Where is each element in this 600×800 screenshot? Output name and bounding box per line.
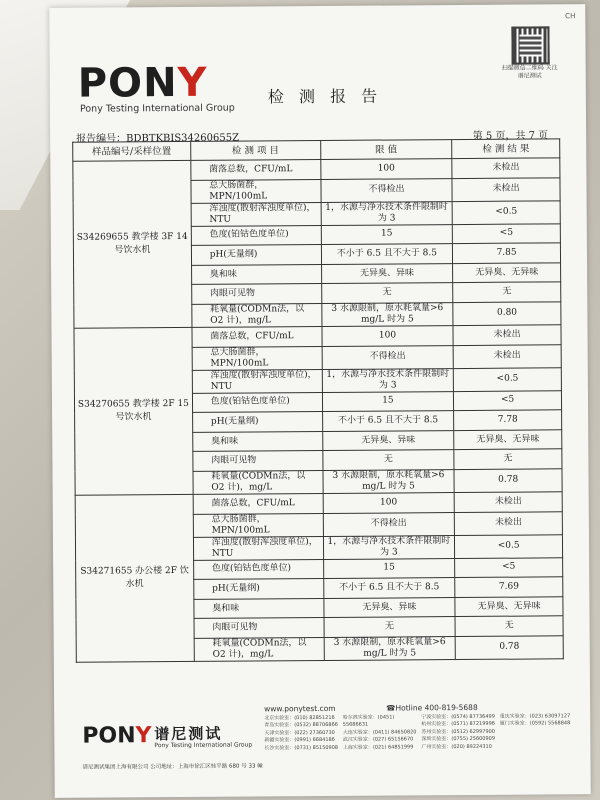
result-cell: 无异臭、无异味 <box>455 597 563 617</box>
result-cell: 未检出 <box>453 344 561 368</box>
header-item: 检 测 项 目 <box>190 140 320 160</box>
result-cell: 未检出 <box>455 511 563 535</box>
limit-cell: 不得检出 <box>323 512 455 536</box>
footer-logo: PONY <box>82 723 152 749</box>
item-cell: 色度(铂钴色度单位) <box>193 559 323 579</box>
item-cell: pH(无量纲) <box>191 245 321 265</box>
result-cell: 未检出 <box>452 177 560 201</box>
qr-caption: 扫描微信二维码 关注谱尼测试 <box>501 64 558 80</box>
report-number: 报告编号：BDBTKBIS34260655Z <box>76 132 240 145</box>
footer-brand-cn: 谱尼测试 <box>154 724 223 744</box>
limit-cell: 不小于 6.5 且不大于 8.5 <box>322 411 454 432</box>
header-result: 检 测 结 果 <box>452 139 560 159</box>
limit-cell: 3 水源限制，原水耗氧量>6 mg/L 时为 5 <box>321 303 453 327</box>
result-cell: 无 <box>454 449 562 469</box>
lab-contact: 北京实验室：(010) 82851216 <box>264 714 335 722</box>
sample-cell: S34271655 办公楼 2F 饮水机 <box>75 494 194 662</box>
lab-contact: 大连实验室：(0411) 84650820 <box>342 729 417 736</box>
result-cell: 7.78 <box>454 410 562 430</box>
item-cell: 浑浊度(散射浑浊度单位)，NTU <box>192 369 322 393</box>
lab-contact: 深圳实验室：(0755) 25600909 <box>421 736 496 743</box>
result-cell: 未检出 <box>453 325 561 345</box>
limit-cell: 1，水源与净水技术条件限制时为 3 <box>323 535 455 559</box>
company-logo: PONY <box>77 59 208 107</box>
item-cell: 浑浊度(散射浑浊度单位)，NTU <box>191 202 321 226</box>
limit-cell: 1，水源与净水技术条件限制时为 3 <box>321 201 453 225</box>
company-address: 谱尼测试集团上海有限公司 公司地址：上海市徐汇区桂平路 680 号 33 幢 <box>82 763 263 771</box>
result-cell: 未检出 <box>452 158 560 178</box>
item-cell: 臭和味 <box>194 598 324 618</box>
item-cell: 色度(铂钴色度单位) <box>192 392 322 412</box>
result-cell: 7.85 <box>453 243 561 263</box>
header-limit: 限 值 <box>320 140 452 160</box>
item-cell: 菌落总数，CFU/mL <box>191 159 321 179</box>
document-title: 检 测 报 告 <box>267 86 383 107</box>
limit-cell: 无 <box>324 617 456 638</box>
results-table <box>72 138 564 662</box>
result-cell: <5 <box>455 557 563 577</box>
lab-contact: 苏州实验室：(0512) 62997900 <box>421 728 496 736</box>
limit-cell: 15 <box>321 224 453 245</box>
report-page <box>49 4 591 798</box>
qr-code-icon <box>511 26 549 64</box>
item-cell: 总大肠菌群，MPN/100mL <box>192 346 322 370</box>
lab-contact: 长沙实验室：(0731) 85150908 <box>264 744 339 752</box>
item-cell: 肉眼可见物 <box>193 451 323 471</box>
logo-subtitle: Pony Testing International Group <box>79 102 235 115</box>
limit-cell: 不小于 6.5 且不大于 8.5 <box>321 244 453 265</box>
lab-contact: 天津实验室：(022) 27360730 <box>264 729 335 737</box>
limit-cell: 3 水源限制，原水耗氧量>6 mg/L 时为 5 <box>324 636 456 660</box>
result-cell: 0.80 <box>453 302 561 326</box>
limit-cell: 无 <box>322 450 454 471</box>
result-cell: <5 <box>453 223 561 243</box>
result-cell: 未检出 <box>454 492 562 512</box>
item-cell: 菌落总数，CFU/mL <box>192 326 322 346</box>
item-cell: 浑浊度(散射浑浊度单位)，NTU <box>193 536 323 560</box>
result-cell: 无异臭、无异味 <box>453 263 561 283</box>
lab-contact: 杭州实验室：(0571) 87219996 <box>421 721 495 728</box>
limit-cell: 15 <box>322 391 454 412</box>
website: www.ponytest.com <box>264 703 336 714</box>
item-cell: pH(无量纲) <box>192 412 322 432</box>
sample-cell: S34270655 教学楼 2F 15 号饮水机 <box>74 327 193 495</box>
item-cell: 总大肠菌群，MPN/100mL <box>191 179 321 203</box>
item-cell: 肉眼可见物 <box>191 284 321 304</box>
item-cell: 总大肠菌群，MPN/100mL <box>193 513 323 537</box>
limit-cell: 无异臭、异味 <box>321 263 453 284</box>
lab-contact: 重庆实验室：(023) 63097127 <box>499 713 571 720</box>
result-cell: 7.69 <box>455 577 563 597</box>
item-cell: 臭和味 <box>192 431 322 451</box>
hotline: ☎Hotline 400-819-5688 <box>386 702 478 713</box>
footer-brand-en: Pony Testing International Group <box>154 741 253 750</box>
result-cell: 0.78 <box>454 469 562 493</box>
result-cell: 无 <box>455 616 563 636</box>
limit-cell: 100 <box>322 326 454 347</box>
item-cell: 肉眼可见物 <box>194 618 324 638</box>
limit-cell: 15 <box>323 558 455 579</box>
limit-cell: 1，水源与净水技术条件限制时为 3 <box>322 368 454 392</box>
limit-cell: 无异臭、异味 <box>323 597 455 618</box>
item-cell: 耗氧量(CODMn法，以 O2 计)，mg/L <box>194 637 324 661</box>
lab-contact: 广州实验室：(020) 89224310 <box>421 743 492 750</box>
result-cell: <5 <box>454 390 562 410</box>
corner-code: CH <box>565 12 576 21</box>
lab-contact: 宁波实验室：(0574) 87736499 <box>421 713 495 721</box>
result-cell: <0.5 <box>454 367 562 391</box>
lab-contact: 厦门实验室：(0592) 5568848 <box>499 720 571 728</box>
lab-contacts <box>264 713 574 752</box>
lab-contact: 哈尔滨实验室：(0451) 55686631 <box>342 714 395 729</box>
result-cell: 0.78 <box>455 636 563 660</box>
page-number: 第 5 页，共 7 页 <box>472 130 549 142</box>
item-cell: 耗氧量(CODMn法，以 O2 计)，mg/L <box>192 303 322 327</box>
item-cell: 菌落总数，CFU/mL <box>193 493 323 513</box>
result-cell: <0.5 <box>455 534 563 558</box>
limit-cell: 无 <box>321 283 453 304</box>
header-sample: 样品编号/采样位置 <box>73 141 191 161</box>
limit-cell: 不得检出 <box>321 178 453 202</box>
result-cell: 无异臭、无异味 <box>454 430 562 450</box>
sample-cell: S34269655 教学楼 3F 14 号饮水机 <box>73 160 192 328</box>
limit-cell: 100 <box>320 159 452 180</box>
limit-cell: 无异臭、异味 <box>322 430 454 451</box>
limit-cell: 不得检出 <box>322 345 454 369</box>
result-cell: <0.5 <box>452 200 560 224</box>
lab-contact: 武汉实验室：(027) 65156670 <box>342 736 414 744</box>
item-cell: 臭和味 <box>191 264 321 284</box>
limit-cell: 100 <box>323 493 455 514</box>
result-cell: 无 <box>453 282 561 302</box>
lab-contact: 青岛实验室：(0532) 88706866 <box>264 722 338 729</box>
limit-cell: 3 水源限制，原水耗氧量>6 mg/L 时为 5 <box>323 470 455 494</box>
item-cell: pH(无量纲) <box>194 579 324 599</box>
lab-contact: 新疆实验室：(0991) 6684186 <box>264 737 335 744</box>
lab-contact: 上海实验室：(021) 64851999 <box>342 743 414 751</box>
item-cell: 耗氧量(CODMn法，以 O2 计)，mg/L <box>193 470 323 494</box>
limit-cell: 不小于 6.5 且不大于 8.5 <box>323 578 455 599</box>
item-cell: 色度(铂钴色度单位) <box>191 225 321 245</box>
